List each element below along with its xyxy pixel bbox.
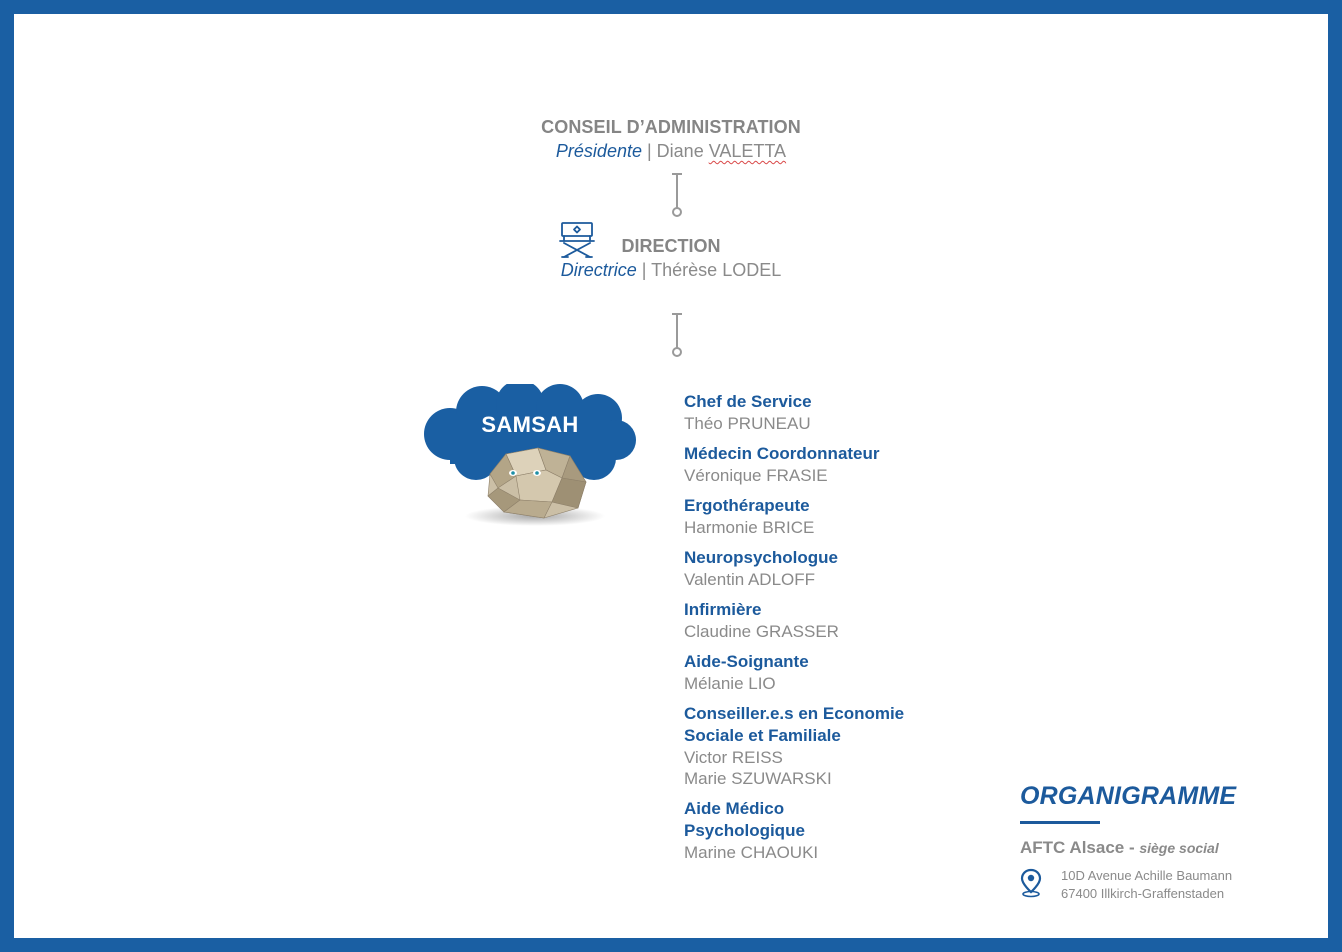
location-pin-icon xyxy=(1020,868,1042,898)
staff-person: Théo PRUNEAU xyxy=(684,414,811,433)
conseil-name-last: VALETTA xyxy=(708,141,787,161)
title-underline xyxy=(1020,821,1100,824)
conseil-role: Présidente xyxy=(555,141,642,161)
staff-role: Aide-Soignante xyxy=(684,652,809,671)
samsah-label: SAMSAH xyxy=(481,412,579,437)
staff-person: Harmonie BRICE xyxy=(684,518,815,537)
staff-item xyxy=(684,703,974,789)
address-line: 67400 Illkirch-Graffenstaden xyxy=(1061,886,1225,901)
direction-director xyxy=(0,260,1342,281)
staff-role: Infirmière xyxy=(684,600,762,619)
separator: | xyxy=(641,141,657,161)
connector-stem xyxy=(676,313,678,348)
staff-role: Sociale et Familiale xyxy=(684,726,841,745)
staff-person: Valentin ADLOFF xyxy=(684,570,816,589)
cloud-mascot-illustration xyxy=(420,384,642,534)
conseil-name-first: Diane xyxy=(656,141,709,161)
direction-role: Directrice xyxy=(560,260,637,280)
staff-role: Ergothérapeute xyxy=(684,496,810,515)
staff-list xyxy=(684,391,974,872)
direction-title: DIRECTION xyxy=(621,236,721,256)
direction-block xyxy=(0,236,1342,281)
staff-person: Mélanie LIO xyxy=(684,674,776,693)
address-line: 10D Avenue Achille Baumann xyxy=(1061,868,1233,883)
connector-stem xyxy=(676,173,678,208)
org-name-text: AFTC Alsace - xyxy=(1020,838,1140,857)
staff-item xyxy=(684,798,974,863)
staff-person: Victor REISS xyxy=(684,748,783,767)
connector-dot xyxy=(672,347,682,357)
staff-item xyxy=(684,495,974,538)
connector-line xyxy=(672,173,684,217)
staff-item xyxy=(684,443,974,486)
conseil-block xyxy=(0,117,1342,162)
staff-role: Chef de Service xyxy=(684,392,812,411)
staff-role: Neuropsychologue xyxy=(684,548,838,567)
staff-person: Claudine GRASSER xyxy=(684,622,839,641)
organigramme-block xyxy=(1020,782,1310,858)
connector-line xyxy=(672,313,684,357)
staff-person: Véronique FRASIE xyxy=(684,466,828,485)
conseil-president xyxy=(0,141,1342,162)
staff-item xyxy=(684,599,974,642)
connector-dot xyxy=(672,207,682,217)
organization-name xyxy=(1020,838,1310,858)
staff-person: Marine CHAOUKI xyxy=(684,843,819,862)
organigramme-title: ORGANIGRAMME xyxy=(1020,782,1237,810)
direction-name: Thérèse LODEL xyxy=(651,260,782,280)
staff-item xyxy=(684,651,974,694)
staff-role: Conseiller.e.s en Economie xyxy=(684,704,905,723)
staff-item xyxy=(684,391,974,434)
org-seat-text: siège social xyxy=(1139,840,1219,856)
conseil-title: CONSEIL D’ADMINISTRATION xyxy=(541,117,801,137)
staff-role: Aide Médico xyxy=(684,799,785,818)
staff-person: Marie SZUWARSKI xyxy=(684,769,832,788)
staff-role: Médecin Coordonnateur xyxy=(684,444,880,463)
separator: | xyxy=(636,260,652,280)
staff-item xyxy=(684,547,974,590)
staff-role: Psychologique xyxy=(684,821,805,840)
address xyxy=(1061,867,1232,903)
samsah-cloud xyxy=(420,384,642,534)
